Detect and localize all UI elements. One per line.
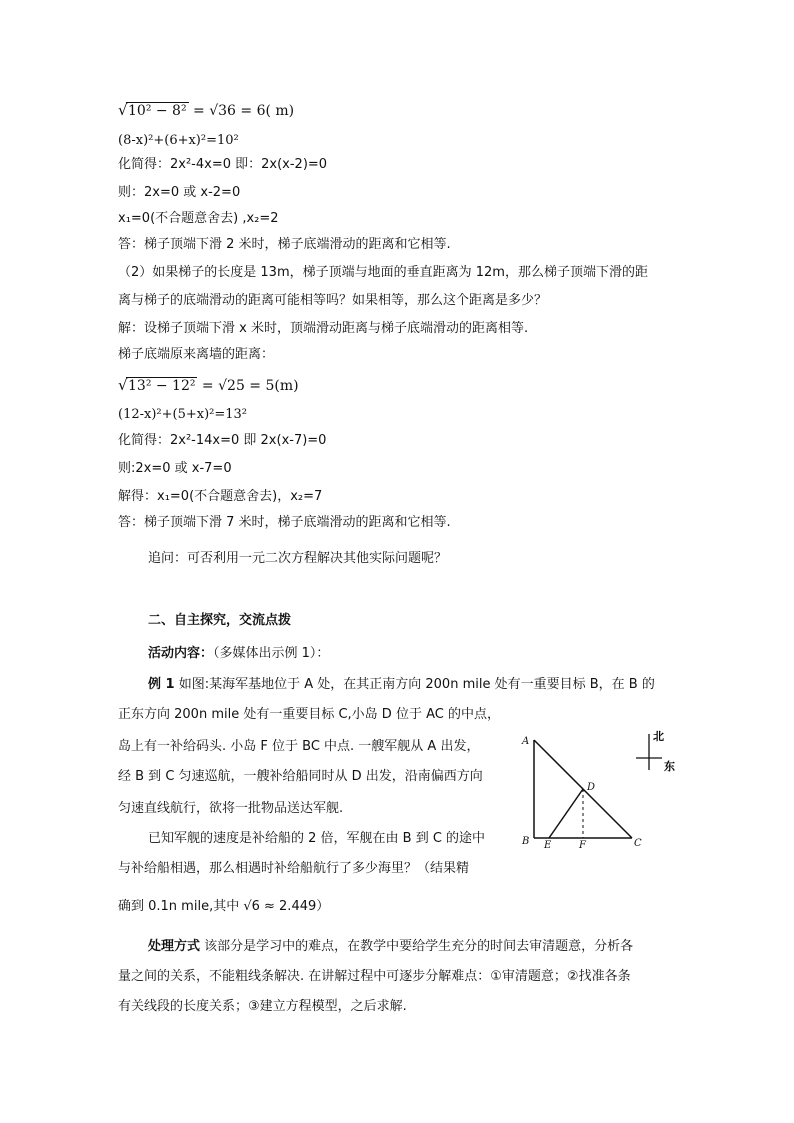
question-2-line-1: （2）如果梯子的长度是 13m，梯子顶端与地面的垂直距离为 12m，那么梯子顶端下滑的距 — [118, 265, 648, 280]
method-label: 处理方式 — [148, 939, 201, 954]
example-line-5: 匀速直线航行，欲将一批物品送达军舰. — [118, 801, 344, 816]
example-line-4: 经 B 到 C 匀速巡航，一艘补给船同时从 D 出发，沿南偏西方向 — [118, 769, 483, 784]
section-heading: 二、自主探究，交流点拨 — [148, 613, 292, 628]
distance-intro-line: 梯子底端原来离墙的距离： — [118, 347, 275, 362]
sqrt-expression-2: √ 13² − 12² = √25 = 5(m) — [118, 376, 299, 394]
example-label: 例 1 — [148, 677, 175, 692]
label-a: A — [522, 736, 530, 747]
activity-text: （多媒体出示例 1）： — [213, 646, 330, 661]
equation-line-2: (12-x)²+(5+x)²=13² — [118, 407, 248, 422]
method-line-2: 量之间的关系，不能粗线条解决. 在讲解过程中可逐步分解难点：①审清题意；②找准各条 — [118, 969, 631, 984]
follow-up-question: 追问：可否利用一元二次方程解决其他实际问题呢？ — [148, 551, 448, 566]
equation-line: (8-x)²+(6+x)²=10² — [118, 133, 239, 148]
label-d: D — [587, 782, 596, 793]
label-e: E — [544, 840, 552, 851]
method-line-3: 有关线段的长度关系；③建立方程模型，之后求解. — [118, 999, 407, 1014]
example-line-8: 确到 0.1n mile,其中 √6 ≈ 2.449） — [118, 899, 330, 914]
sqrt-result-1: = √36 = 6( m) — [188, 103, 295, 119]
method-text-1: 该部分是学习中的难点，在教学中要给学生充分的时间去审清题意，分析各 — [204, 939, 634, 954]
east-label: 东 — [664, 760, 675, 773]
method-line-1 — [148, 938, 633, 956]
label-f: F — [579, 840, 586, 851]
example-line-6: 已知军舰的速度是补给船的 2 倍，军舰在由 B 到 C 的途中 — [148, 831, 486, 846]
answer-line-2: 答：梯子顶端下滑 7 米时，梯子底端滑动的距离和它相等. — [118, 515, 451, 530]
solution-setup-line: 解：设梯子顶端下滑 x 米时，顶端滑动距离与梯子底端滑动的距离相等. — [118, 321, 529, 336]
example-line-3: 岛上有一补给码头. 小岛 F 位于 BC 中点. 一艘军舰从 A 出发， — [118, 739, 480, 754]
radicand-1: 10² − 8² — [128, 103, 187, 119]
simplify-line: 化简得：2x²-4x=0 即：2x(x-2)=0 — [118, 157, 328, 172]
roots-line-2: 解得：x₁=0(不合题意舍去)，x₂=7 — [118, 489, 323, 504]
sqrt-expression-1: √ 10² − 8² = √36 = 6( m) — [118, 101, 295, 119]
answer-line: 答：梯子顶端下滑 2 米时，梯子底端滑动的距离和它相等. — [118, 237, 451, 252]
simplify-line-2: 化简得：2x²-14x=0 即 2x(x-7)=0 — [118, 433, 327, 448]
example-text-1: 如图:某海军基地位于 A 处，在其正南方向 200n mile 处有一重要目标 B，在 B 的 — [178, 677, 655, 692]
example-line-2: 正东方向 200n mile 处有一重要目标 C,小岛 D 位于 AC 的中点， — [118, 707, 500, 722]
segment-de — [549, 789, 583, 838]
label-c: C — [634, 838, 642, 849]
geometry-figure — [512, 722, 682, 852]
radicand-2: 13² − 12² — [128, 378, 196, 394]
label-b: B — [522, 836, 530, 847]
example-line-1 — [148, 676, 655, 694]
roots-line: x₁=0(不合题意舍去) ,x₂=2 — [118, 211, 279, 226]
question-2-line-2: 离与梯子的底端滑动的距离可能相等吗？如果相等，那么这个距离是多少？ — [118, 293, 548, 308]
sqrt-result-2: = √25 = 5(m) — [197, 378, 299, 394]
then-line: 则：2x=0 或 x-2=0 — [118, 185, 241, 200]
activity-line — [148, 645, 329, 663]
then-line-2: 则:2x=0 或 x-7=0 — [118, 461, 232, 476]
activity-label: 活动内容： — [148, 646, 214, 661]
example-line-7: 与补给船相遇，那么相遇时补给船航行了多少海里？（结果精 — [118, 861, 470, 876]
north-label: 北 — [653, 730, 664, 743]
